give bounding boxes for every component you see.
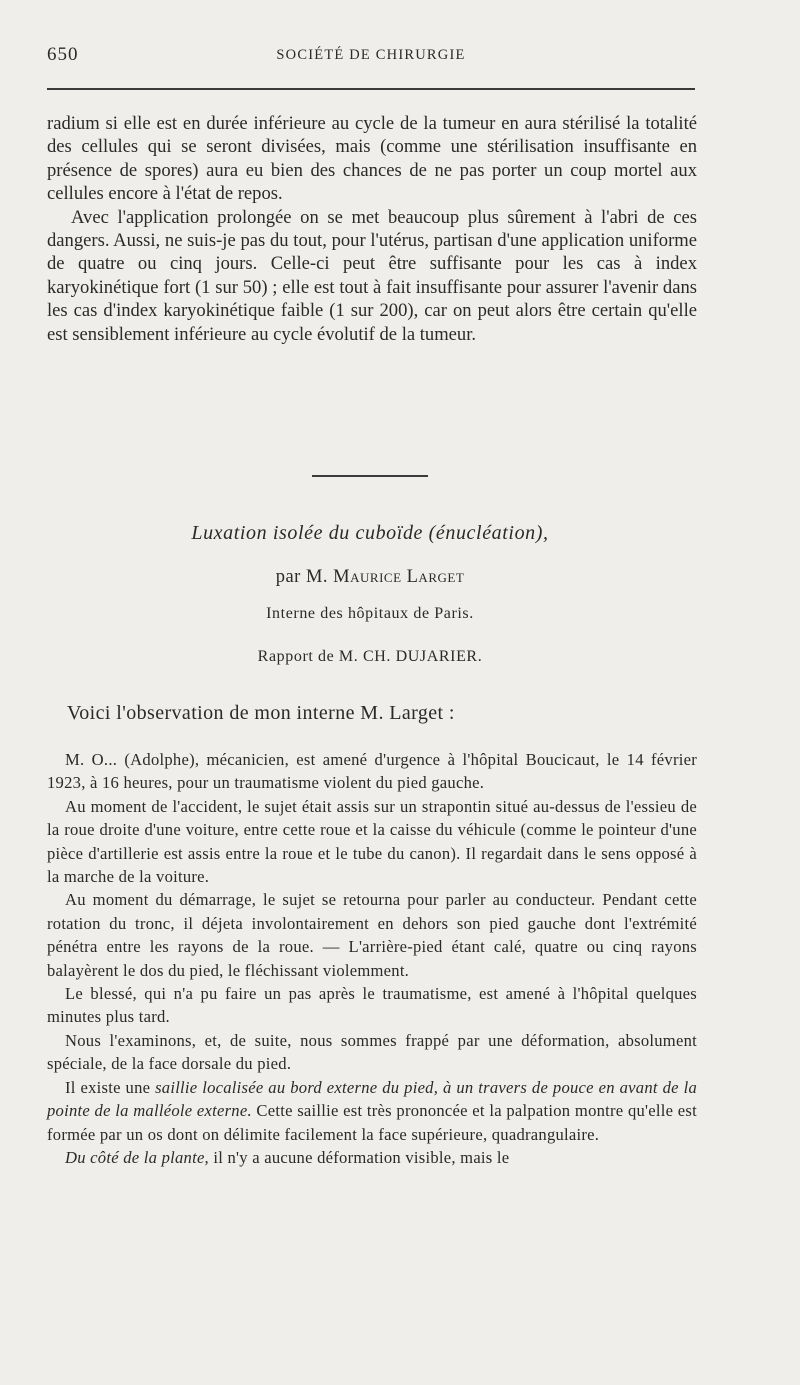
paragraph: radium si elle est en durée inférieure au cycle de la tumeur en aura stérilisé la totalité des cellules qui se seront divisées, mais (comme une stérilisation insuffisante en présence de spores) aura eu bien des chances de ne pas porter un coup mortel aux cellules encore à l'état de repos. [47,113,697,205]
paragraph: M. O... (Adolphe), mécanicien, est amené d'urgence à l'hôpital Boucicaut, le 14 février 1923, à 16 heures, pour un traumatisme violent du pied gauche. [47,750,697,793]
author-prefix: par M. [275,567,334,587]
paragraph: Nous l'examinons, et, de suite, nous sommes frappé par une déformation, absolument spéciale, de la face dorsale du pied. [47,1030,697,1074]
article-author [0,567,740,588]
paragraph: Au moment de l'accident, le sujet était assis sur un strapontin situé au-dessus de l'essieu de la roue droite d'une voiture, entre cette roue et la caisse du véhicule (comme le pointeur d'une pièce d'artillerie est assis entre la roue et le tube du canon). Il regardait dans le sens opposé à la marche de la voiture. [47,796,697,887]
paragraph [47,1076,697,1146]
running-title: SOCIÉTÉ DE CHIRURGIE [276,47,466,63]
observation-intro: Voici l'observation de mon interne M. Larget : [67,702,455,724]
author-affiliation: Interne des hôpitaux de Paris. [266,605,474,622]
author-name: Maurice Larget [333,567,465,587]
italic-text-run: saillie localisée au bord externe du pied, à un travers de pouce en avant de la pointe de la malléole externe. [47,1077,697,1121]
observation-text-block [47,748,697,1169]
paragraph: Le blessé, qui n'a pu faire un pas après le traumatisme, est amené à l'hôpital quelques minutes plus tard. [47,984,697,1027]
text-run: il n'y a aucune déformation visible, mais le [208,1147,510,1167]
paragraph: Avec l'application prolongée on se met beaucoup plus sûrement à l'abri de ces dangers. Aussi, ne suis-je pas du tout, pour l'utérus, partisan d'une application uniforme de quatre ou cinq jours. Celle-ci peut être suffisante pour les cas à index karyokinétique fort (1 sur 50) ; elle est tout à fait insuffisante pour assurer l'avenir dans les cas d'index karyokinétique faible (1 sur 200), car on peut alors être certain qu'elle est sensiblement inférieure au cycle évolutif de la tumeur. [47,206,697,345]
page-header [47,44,695,74]
paragraph: Au moment du démarrage, le sujet se retourna pour parler au conducteur. Pendant cette rotation du tronc, il déjeta involontairement en dehors son pied gauche dont l'extrémité pénétra entre les rayons de la roue. — L'arrière-pied étant calé, quatre ou cinq rayons balayèrent le dos du pied, le fléchissant violemment. [47,890,697,980]
header-rule [47,88,695,90]
paragraph [47,1146,697,1169]
text-run: Cette saillie est très prononcée et la palpation montre qu'elle est formée par un os dont on délimite facilement la face supérieure, quadrangulaire. [47,1101,697,1144]
italic-text-run: Du côté de la plante, [65,1147,209,1167]
article-title: Luxation isolée du cuboïde (énucléation), [191,522,549,544]
report-line: Rapport de M. CH. DUJARIER. [257,648,483,665]
continued-text-block [47,112,697,346]
page-number: 650 [47,44,79,65]
text-run: Il existe une [65,1077,156,1097]
section-separator [312,475,428,477]
